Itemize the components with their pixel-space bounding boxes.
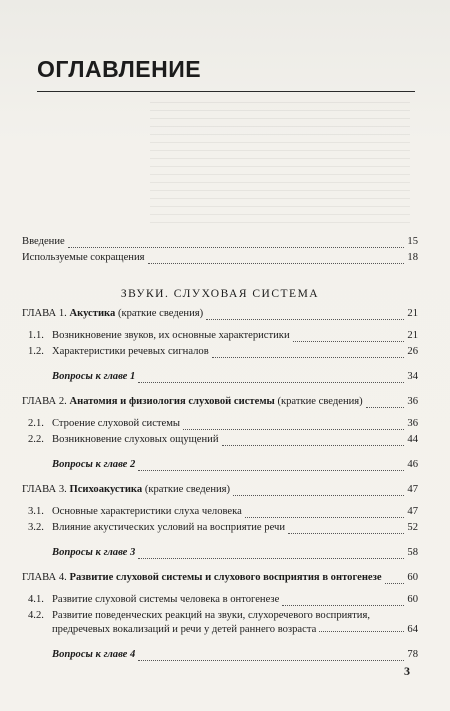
chapter-name: Акустика [69,308,116,319]
chapter-title [22,308,203,319]
leader-dots [319,631,404,632]
subentry-label: Характеристики речевых сигналов [52,346,209,357]
leader-dots [206,319,404,320]
toc-subentry-3-1[interactable] [22,506,418,522]
toc-entry-label: Введение [22,236,65,247]
toc-entry-page: 52 [407,522,418,533]
subentry-number: 1.1. [28,330,44,341]
leader-dots [138,470,404,471]
page-title: ОГЛАВЛЕНИЕ [37,56,202,82]
toc-entry-page: 47 [407,506,418,517]
toc-questions-2[interactable] [22,459,418,475]
leader-dots [222,445,405,446]
subentry-label: Влияние акустических условий на восприятие речи [52,522,286,533]
toc-entry-abbreviations[interactable] [22,252,418,268]
chapter-name: Психоакустика [69,484,143,495]
toc-entry-page: 15 [407,236,418,247]
toc-entry-page: 26 [407,346,418,357]
leader-dots [245,517,405,518]
toc-entry-page: 21 [407,330,418,341]
chapter-name: Анатомия и физиология слуховой системы [69,396,275,407]
questions-label: Вопросы к главе 1 [52,371,136,382]
toc-entry-page: 78 [407,649,418,660]
chapter-prefix: ГЛАВА 1. [22,308,70,319]
chapter-note: (краткие сведения) [274,396,363,407]
leader-dots [138,558,404,559]
leader-dots [233,495,404,496]
toc-subentry-4-1[interactable] [22,594,418,610]
toc-entry-page: 60 [407,594,418,605]
toc-entry-page: 58 [407,547,418,558]
chapter-title [22,396,363,407]
toc-entry-page: 36 [407,418,418,429]
leader-dots [212,357,405,358]
toc-entry-intro[interactable] [22,236,418,252]
chapter-name: Развитие слуховой системы и слухового восприятия в онтогенезе [69,572,382,583]
chapter-prefix: ГЛАВА 3. [22,484,70,495]
questions-label: Вопросы к главе 3 [52,547,136,558]
leader-dots [138,660,404,661]
toc-entry-page: 36 [407,396,418,407]
chapter-title [22,484,230,495]
toc-entry-page: 60 [407,572,418,583]
toc-entry-page: 21 [407,308,418,319]
questions-label: Вопросы к главе 2 [52,459,136,470]
subentry-number: 4.1. [28,594,44,605]
leader-dots [148,263,405,264]
leader-dots [183,429,404,430]
chapter-prefix: ГЛАВА 4. [22,572,70,583]
subentry-number: 3.2. [28,522,44,533]
leader-dots [68,247,405,248]
toc-entry-page: 18 [407,252,418,263]
subentry-number: 2.1. [28,418,44,429]
table-of-contents [22,236,418,665]
questions-label: Вопросы к главе 4 [52,649,136,660]
toc-subentry-1-1[interactable] [22,330,418,346]
chapter-note: (краткие сведения) [115,308,204,319]
leader-dots [385,583,405,584]
toc-subentry-4-2[interactable] [22,610,418,640]
subentry-number: 1.2. [28,346,44,357]
leader-dots [288,533,404,534]
toc-subentry-2-1[interactable] [22,418,418,434]
bleed-through-text [150,95,410,225]
toc-chapter-3[interactable] [22,484,418,500]
toc-entry-page: 44 [407,434,418,445]
subentry-label: Развитие слуховой системы человека в онтогенезе [52,594,280,605]
toc-chapter-4[interactable] [22,572,418,588]
toc-entry-page: 46 [407,459,418,470]
leader-dots [293,341,405,342]
toc-entry-page: 47 [407,484,418,495]
subentry-label: Строение слуховой системы [52,418,181,429]
toc-questions-3[interactable] [22,547,418,563]
leader-dots [138,382,404,383]
toc-entry-page: 34 [407,371,418,382]
toc-questions-4[interactable] [22,649,418,665]
toc-subentry-3-2[interactable] [22,522,418,538]
toc-chapter-1[interactable] [22,308,418,324]
subentry-label: Возникновение звуков, их основные характеристики [52,330,290,341]
toc-entry-label: Используемые сокращения [22,252,145,263]
page-number: 3 [404,664,410,678]
chapter-prefix: ГЛАВА 2. [22,396,70,407]
subentry-number: 4.2. [28,610,44,621]
toc-subentry-2-2[interactable] [22,434,418,450]
subentry-label: Возникновение слуховых ощущений [52,434,219,445]
chapter-title [22,572,382,583]
subentry-label: Развитие поведенческих реакций на звуки, слухоречевого восприятия, [52,610,370,621]
leader-dots [366,407,405,408]
subentry-number: 3.1. [28,506,44,517]
subentry-label: Основные характеристики слуха человека [52,506,242,517]
toc-questions-1[interactable] [22,371,418,387]
chapter-note: (краткие сведения) [142,484,231,495]
subentry-number: 2.2. [28,434,44,445]
toc-subentry-1-2[interactable] [22,346,418,362]
title-rule [37,91,415,92]
toc-chapter-2[interactable] [22,396,418,412]
leader-dots [282,605,404,606]
subentry-label-cont: предречевых вокализаций и речи у детей раннего возраста [52,624,317,635]
toc-entry-page: 64 [407,624,418,635]
section-heading: ЗВУКИ. СЛУХОВАЯ СИСТЕМА [120,288,320,300]
